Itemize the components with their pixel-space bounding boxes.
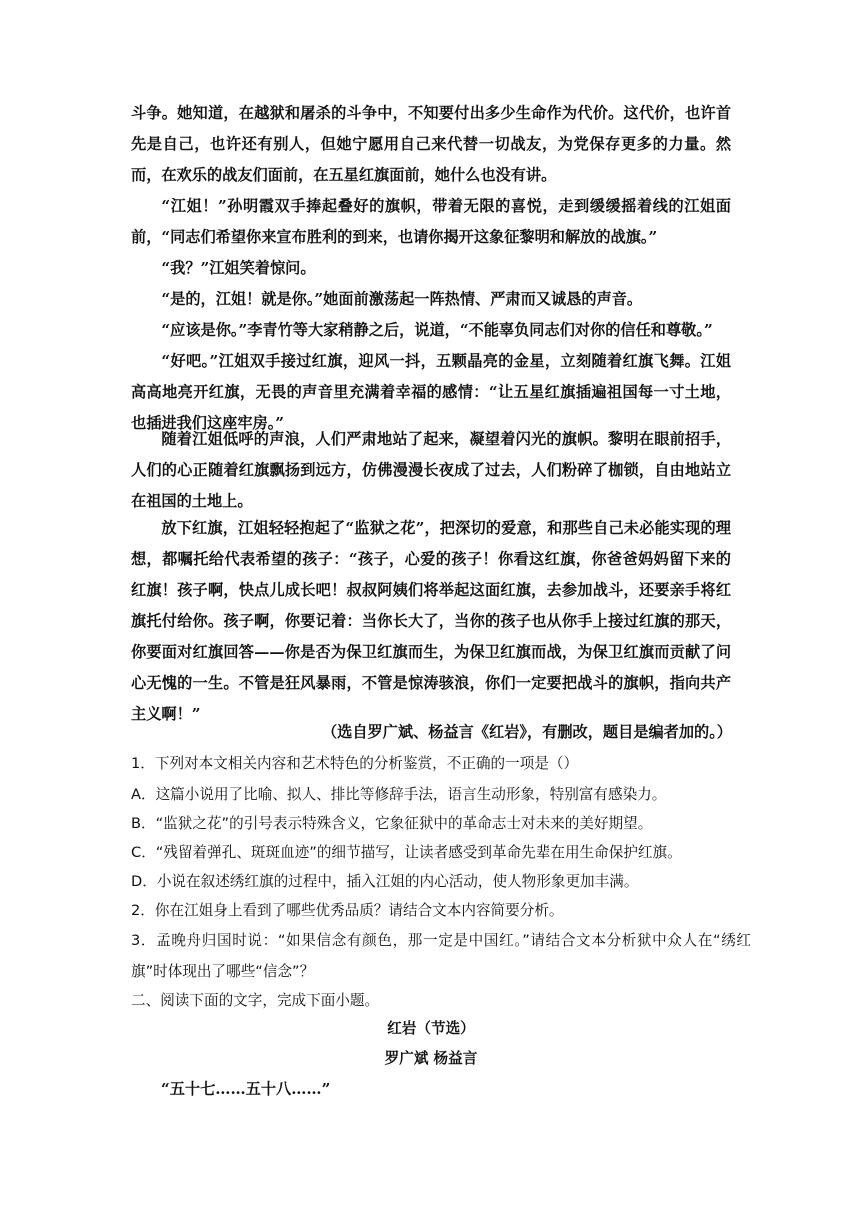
passage-paragraph: “好吧。”江姐双手接过红旗，迎风一抖，五颗晶亮的金星，立刻随着红旗飞舞。江姐高高地亮开红旗，无畏的声音里充满着幸福的感情：“让五星红旗插遍祖国每一寸土地，也插进我们这座牢房。” <box>131 352 731 432</box>
option-d: D．小说在叙述绣红旗的过程中，插入江姐的内心活动，使人物形象更加丰满。 <box>131 873 639 890</box>
section-instruction: 二、阅读下面的文字，完成下面小题。 <box>131 992 380 1009</box>
question-2: 2．你在江姐身上看到了哪些优秀品质？请结合文本内容简要分析。 <box>131 902 564 919</box>
option-b: B．“监狱之花”的引号表示特殊含义，它象征狱中的革命志士对未来的美好期望。 <box>131 815 653 832</box>
passage-paragraph: “我？”江姐笑着惊问。 <box>161 259 316 277</box>
passage-paragraph: 随着江姐低呼的声浪，人们严肃地站了起来，凝望着闪光的旗帜。黎明在眼前招手，人们的心正随着红旗飘扬到远方，仿佛漫漫长夜成了过去，人们粉碎了枷锁，自由地站立在祖国的土地上。 <box>131 430 731 510</box>
passage-paragraph: “应该是你。”李青竹等大家稍静之后，说道，“不能辜负同志们对你的信任和尊敬。” <box>161 321 713 339</box>
question-3: 3．孟晚舟归国时说：“如果信念有颜色，那一定是中国红。”请结合文本分析狱中众人在“绣红旗”时体现出了哪些“信念”？ <box>131 932 751 980</box>
passage-paragraph: 斗争。她知道，在越狱和屠杀的斗争中，不知要付出多少生命作为代价。这代价，也许首先是自己，也许还有别人，但她宁愿用自己来代替一切战友，为党保存更多的力量。然而，在欢乐的战友们面前，在五星红旗面前，她什么也没有讲。 <box>131 104 731 184</box>
excerpt-authors: 罗广斌 杨益言 <box>384 1050 478 1067</box>
excerpt-first-line: “五十七……五十八……” <box>161 1080 331 1098</box>
passage-paragraph: “江姐！”孙明霞双手捧起叠好的旗帜，带着无限的喜悦，走到缓缓摇着线的江姐面前，“同志们希望你来宣布胜利的到来，也请你揭开这象征黎明和解放的战旗。” <box>131 197 731 246</box>
question-1: 1．下列对本文相关内容和艺术特色的分析鉴赏，不正确的一项是（） <box>131 755 579 772</box>
passage-source: （选自罗广斌、杨益言《红岩》，有删改，题目是编者加的。） <box>321 723 732 741</box>
excerpt-title: 红岩（节选） <box>387 1020 475 1037</box>
passage-paragraph: 放下红旗，江姐轻轻抱起了“监狱之花”，把深切的爱意，和那些自己未必能实现的理想，都嘱托给代表希望的孩子：“孩子，心爱的孩子！你看这红旗，你爸爸妈妈留下来的红旗！孩子啊，快点儿成长吧！叔叔阿姨们将举起这面红旗，去参加战斗，还要亲手将红旗托付给你。孩子啊，你要记着：当你长大了，当你的孩子也从你手上接过红旗的那天，你要面对红旗回答——你是否为保卫红旗而生，为保卫红旗而战，为保卫红旗而贡献了问心无愧的一生。不管是狂风暴雨，不管是惊涛骇浪，你们一定要把战斗的旗帜，指向共产主义啊！” <box>131 519 731 723</box>
option-c: C．“残留着弹孔、斑斑血迹”的细节描写，让读者感受到革命先辈在用生命保护红旗。 <box>131 844 682 861</box>
passage-paragraph: “是的，江姐！就是你。”她面前激荡起一阵热情、严肃而又诚恳的声音。 <box>161 290 643 308</box>
option-a: A．这篇小说用了比喻、拟人、排比等修辞手法，语言生动形象，特别富有感染力。 <box>131 786 667 803</box>
